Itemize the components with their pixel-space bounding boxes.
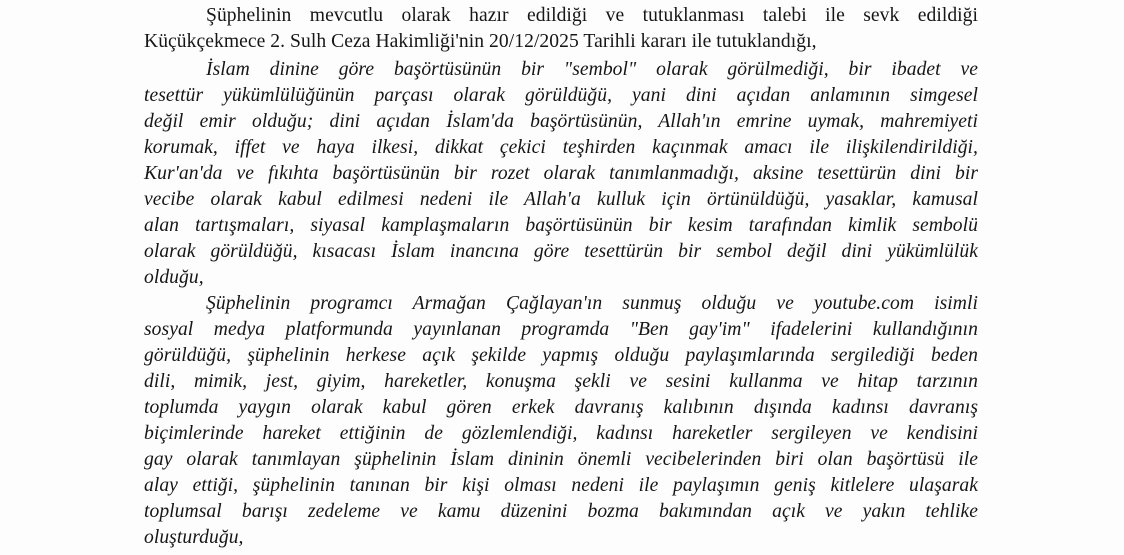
text-line: Şüphelinin mevcutlu olarak hazır edildiği ve tutuklanması talebi ile sevk edildiği (206, 5, 978, 26)
text-line: Kur'an'da ve fıkıhta başörtüsünün bir rozet olarak tanımlanmadığı, aksine tesettürün dini bir (144, 163, 978, 184)
text-line: toplumsal barışı zedeleme ve kamu düzenini bozma bakımından açık ve yakın tehlike (144, 501, 978, 522)
text-line: sosyal medya platformunda yayınlanan programda "Ben gay'im" ifadelerini kullandığının (144, 319, 978, 340)
text-line: alan tartışmaları, siyasal kamplaşmaların başörtüsünün bir kesim tarafından kimlik sembolü (144, 215, 978, 236)
text-line: tesettür yükümlülüğünün parçası olarak görüldüğü, yani dini açıdan anlamının simgesel (144, 85, 978, 106)
text-line: görüldüğü, şüphelinin herkese açık şekilde yapmış olduğu paylaşımlarında sergilediği beden (144, 345, 978, 366)
text-line: İslam dinine göre başörtüsünün bir "sembol" olarak görülmediği, bir ibadet ve (206, 59, 978, 80)
text-line: biçimlerinde hareket ettiğinin de gözlemlendiği, kadınsı hareketler sergileyen ve kendisini (144, 423, 978, 444)
paragraph-suspect-conduct (144, 291, 978, 551)
text-line: değil emir olduğu; dini açıdan İslam'da başörtüsünün, Allah'ın emrine uymak, mahremiyeti (144, 111, 978, 132)
paragraph-headscarf-religious-obligation (144, 57, 978, 291)
text-line: gay olarak tanımlayan şüphelinin İslam dininin önemli vecibelerinden biri olan başörtüsü ile (144, 449, 978, 470)
text-line: Şüphelinin programcı Armağan Çağlayan'ın sunmuş olduğu ve youtube.com isimli (206, 293, 978, 314)
text-line: dili, mimik, jest, giyim, hareketler, konuşma şekli ve sesini kullanma ve hitap tarzının (144, 371, 978, 392)
text-line: olarak görüldüğü, kısacası İslam inancına göre tesettürün bir sembol değil dini yükümlülük (144, 241, 978, 262)
text-line: toplumda yaygın olarak kabul gören erkek davranış kalıbının dışında kadınsı davranış (144, 397, 978, 418)
text-line: olduğu, (144, 267, 204, 288)
paragraph-arrest-decision (144, 3, 978, 55)
text-line: oluşturduğu, (144, 527, 244, 548)
text-line: alay ettiği, şüphelinin tanınan bir kişi olması nedeni ile paylaşımın geniş kitlelere ulaşarak (144, 475, 978, 496)
text-line: Küçükçekmece 2. Sulh Ceza Hakimliği'nin 20/12/2025 Tarihli kararı ile tutuklandığı, (144, 31, 817, 52)
text-line: vecibe olarak kabul edilmesi nedeni ile Allah'a kulluk için örtünüldüğü, yasaklar, kamusal (144, 189, 978, 210)
text-line: korumak, iffet ve haya ilkesi, dikkat çekici teşhirden kaçınmak amacı ile ilişkilendirildiği, (144, 137, 978, 158)
